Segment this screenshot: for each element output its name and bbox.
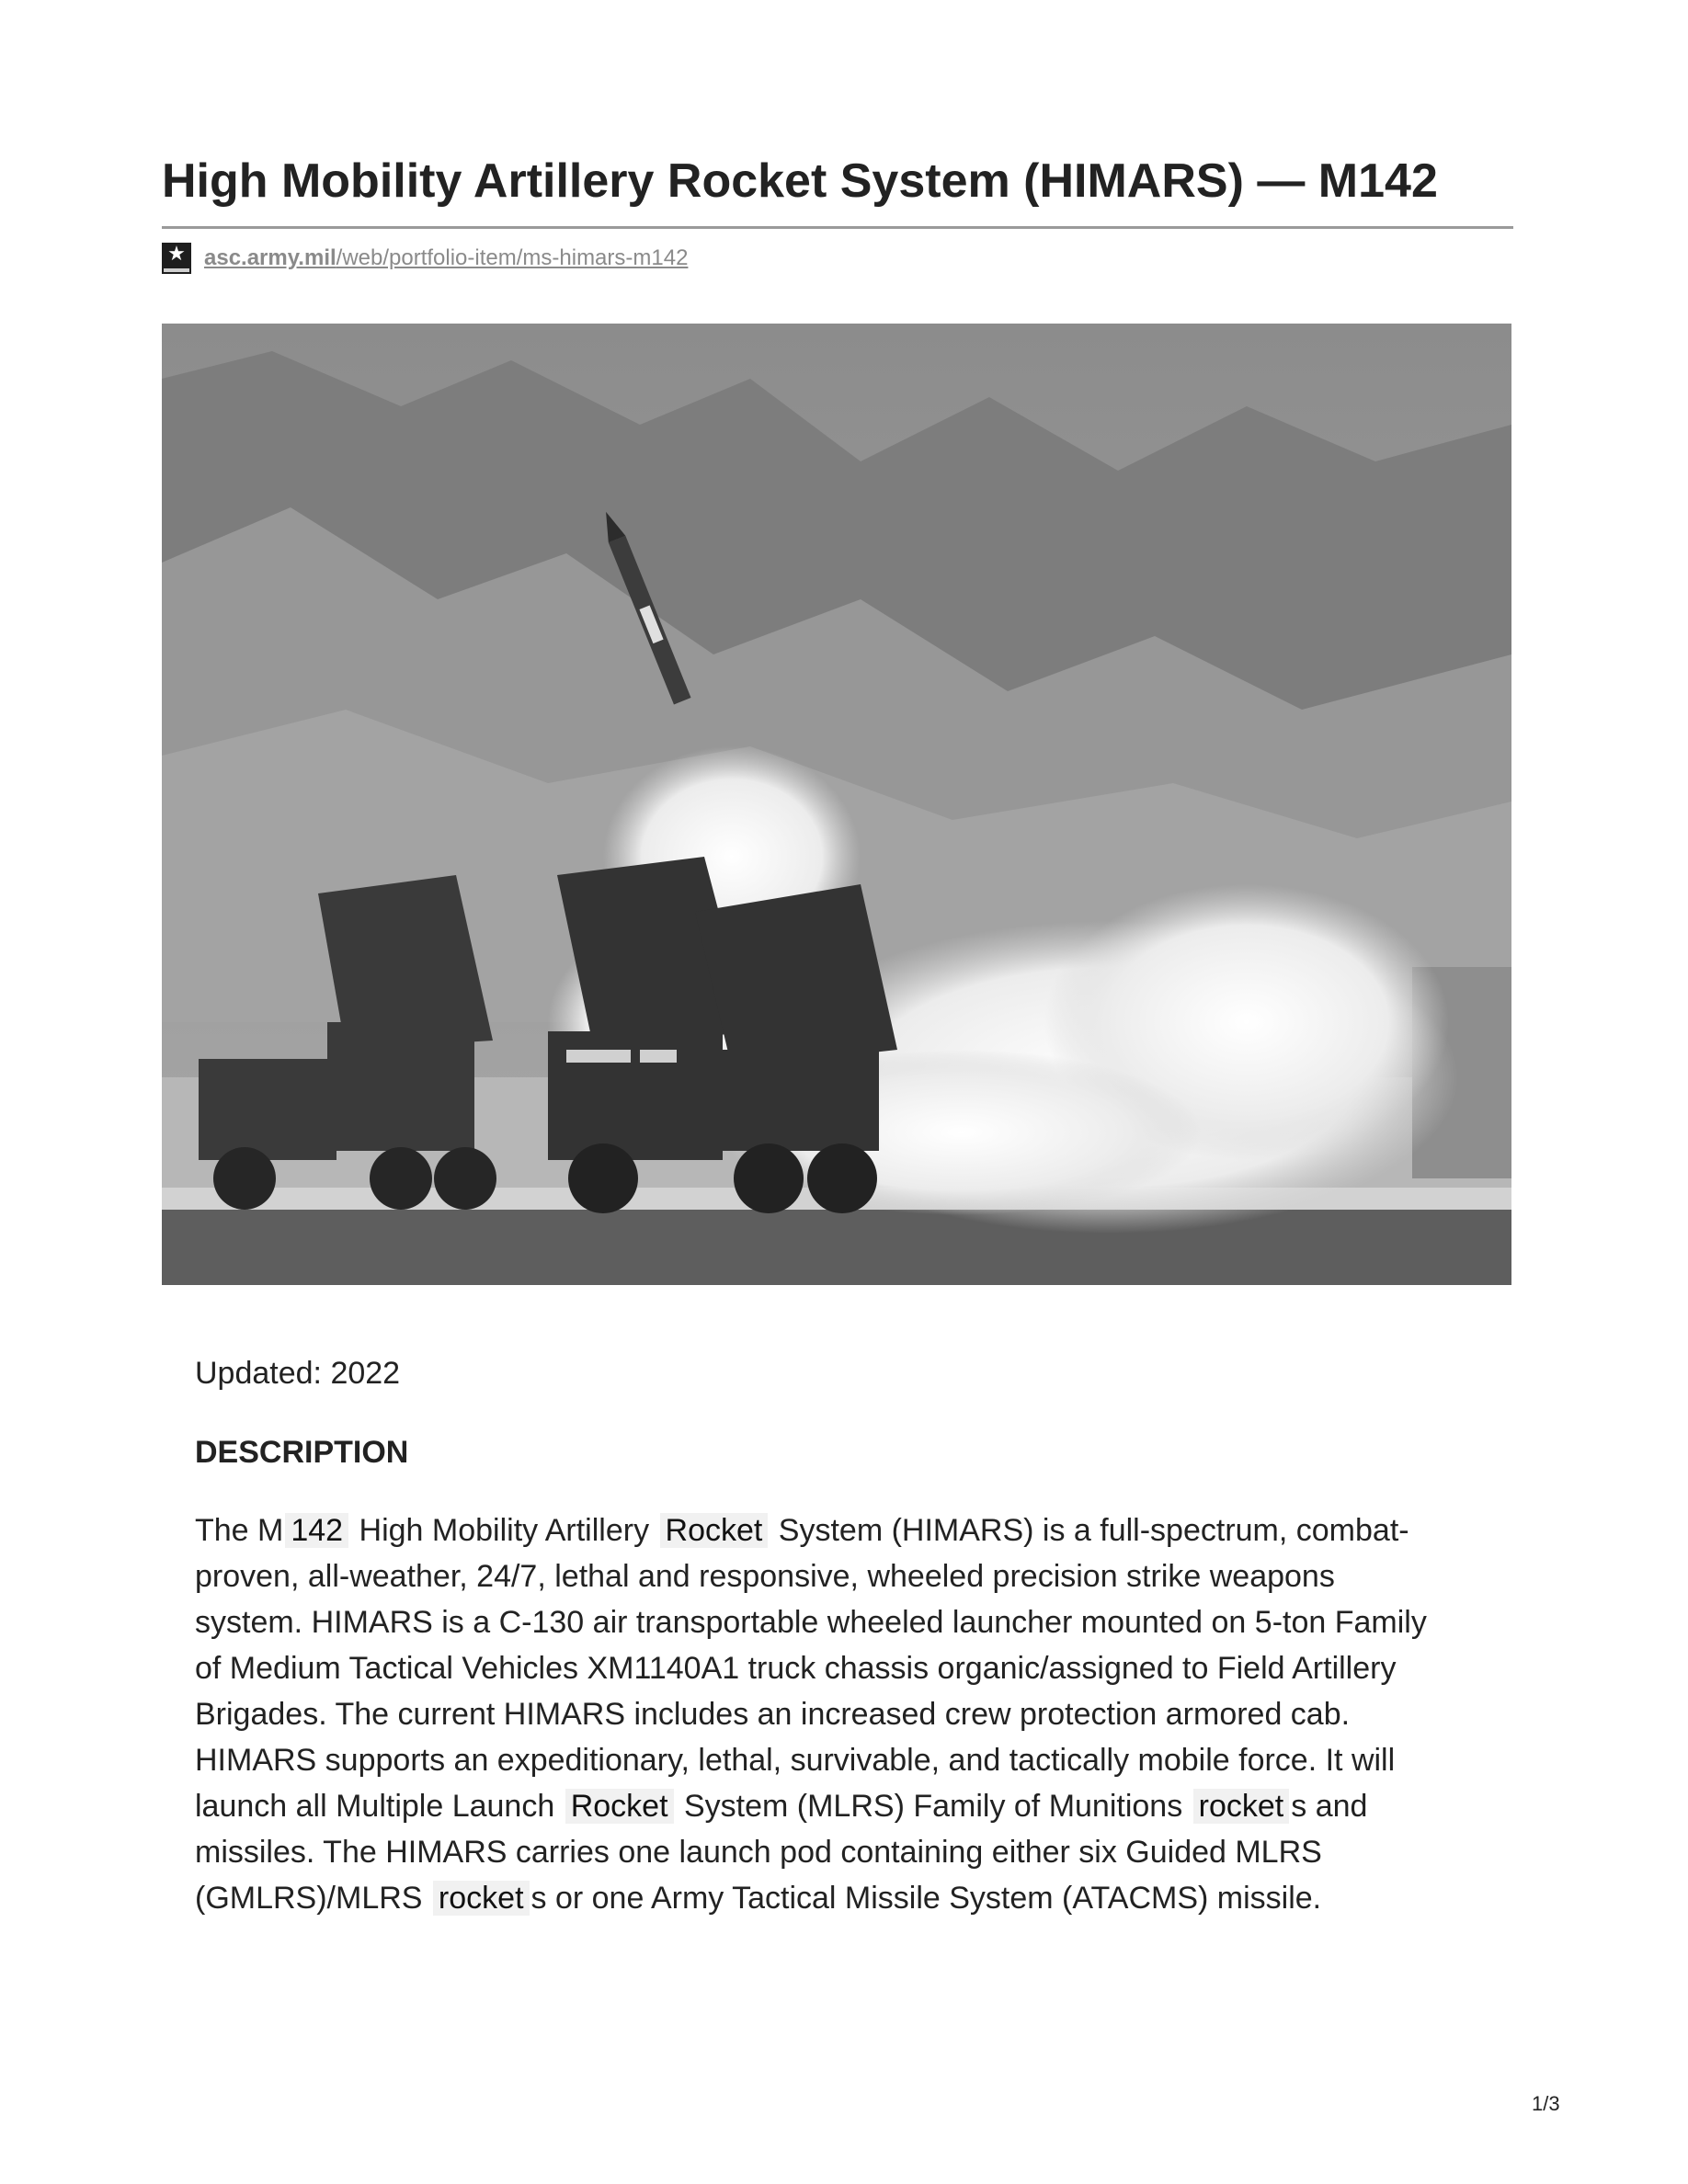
text-run: System (MLRS) Family of Munitions	[675, 1789, 1192, 1824]
highlighted-term: rocket	[1193, 1789, 1290, 1824]
text-run: The M	[195, 1513, 284, 1548]
text-run: (GMLRS)/MLRS	[195, 1881, 431, 1916]
himars-photo	[162, 324, 1511, 1285]
description-line: Brigades. The current HIMARS includes an increased crew protection armored cab.	[195, 1697, 1351, 1732]
page-title: High Mobility Artillery Rocket System (HIMARS) — M142	[162, 154, 1438, 208]
description-paragraph	[195, 1507, 1519, 1921]
updated-date: Updated: 2022	[195, 1356, 401, 1391]
source-link[interactable]	[204, 245, 688, 271]
description-line: missiles. The HIMARS carries one launch pod containing either six Guided MLRS	[195, 1835, 1322, 1870]
text-run: System (HIMARS) is a full-spectrum, combat-	[770, 1513, 1409, 1548]
description-line	[195, 1783, 1519, 1829]
description-line	[195, 1875, 1519, 1921]
source-path: /web/portfolio-item/ms-himars-m142	[336, 245, 689, 270]
highlighted-term: Rocket	[565, 1789, 674, 1824]
text-run: High Mobility Artillery	[350, 1513, 658, 1548]
highlighted-term: rocket	[433, 1881, 530, 1916]
text-run: launch all Multiple Launch	[195, 1789, 564, 1824]
description-line: of Medium Tactical Vehicles XM1140A1 truck chassis organic/assigned to Field Artillery	[195, 1651, 1397, 1686]
highlighted-term: Rocket	[660, 1513, 769, 1548]
source-domain: asc.army.mil	[204, 245, 336, 270]
page-number: 1/3	[1532, 2092, 1560, 2115]
description-line: system. HIMARS is a C-130 air transportable wheeled launcher mounted on 5-ton Family	[195, 1605, 1427, 1640]
description-line: proven, all-weather, 24/7, lethal and responsive, wheeled precision strike weapons	[195, 1559, 1335, 1594]
description-line: HIMARS supports an expeditionary, lethal, survivable, and tactically mobile force. It will	[195, 1743, 1396, 1778]
source-line	[162, 243, 688, 274]
title-divider	[162, 226, 1513, 229]
text-run: s and	[1291, 1789, 1368, 1824]
himars-photo-illustration	[162, 324, 1511, 1285]
section-heading-description: DESCRIPTION	[195, 1435, 409, 1470]
description-line	[195, 1507, 1519, 1553]
text-run: s or one Army Tactical Missile System (ATACMS) missile.	[530, 1881, 1322, 1916]
us-army-star-logo-icon: ★	[162, 243, 191, 274]
highlighted-term: 142	[285, 1513, 348, 1548]
